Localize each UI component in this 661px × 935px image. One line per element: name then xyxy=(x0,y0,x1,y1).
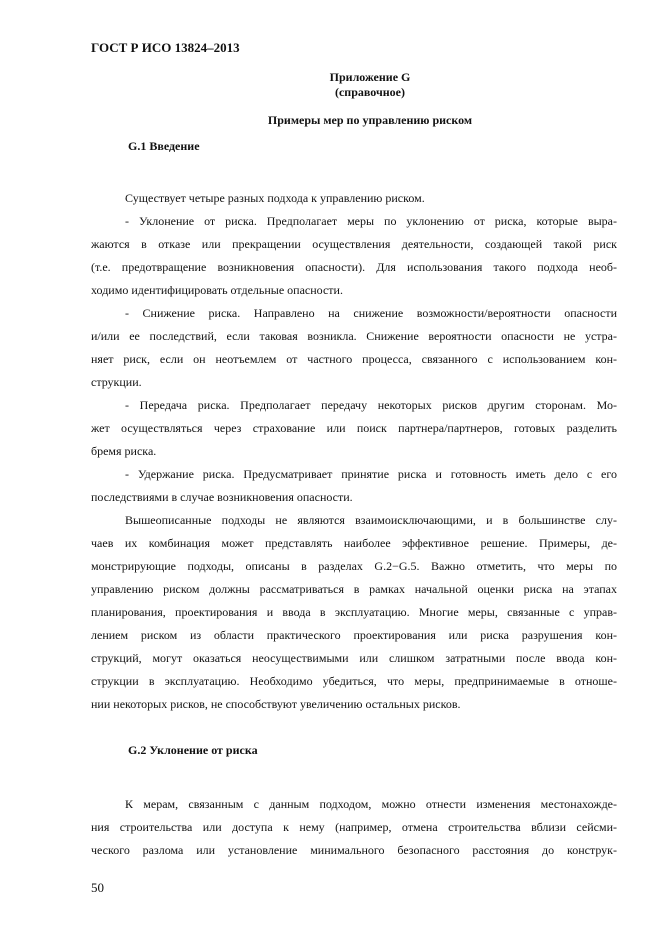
text-line: (т.е. предотвращение возникновения опасности). Для использования такого подхода необ- xyxy=(91,260,617,274)
text-line: струкций, могут оказаться неосуществимыми или слишком затратными после ввода кон- xyxy=(91,651,617,665)
text-line: управлению риском должны рассматриваться в рамках начальной оценки риска на этапах xyxy=(91,582,617,596)
text-line: ния строительства или доступа к нему (например, отмена строительства вблизи сейсми- xyxy=(91,820,617,834)
text-line: чаев их комбинация может представлять наиболее эффективное решение. Примеры, де- xyxy=(91,536,617,550)
text-line: Вышеописанные подходы не являются взаимоисключающими, и в большинстве слу- xyxy=(125,513,617,527)
section-heading-g1: G.1 Введение xyxy=(128,139,200,153)
text-line: - Снижение риска. Направлено на снижение возможности/вероятности опасности xyxy=(125,306,617,320)
appendix-subtitle: (справочное) xyxy=(334,85,405,99)
text-line: ческого разлома или установление минимального безопасного расстояния до конструк- xyxy=(91,843,617,857)
text-line: К мерам, связанным с данным подходом, можно отнести изменения местонахожде- xyxy=(125,797,617,811)
section-g1-body xyxy=(91,187,617,716)
page-number: 50 xyxy=(91,880,104,895)
text-line: струкции в эксплуатацию. Необходимо убедиться, что меры, предпринимаемые в отноше- xyxy=(91,674,617,688)
text-line: и/или ее последствий, если таковая возникла. Снижение вероятности опасности не устра- xyxy=(91,329,617,343)
text-line: лением риском из области практического проектирования или риска разрушения кон- xyxy=(91,628,617,642)
appendix-title: Приложение G xyxy=(329,70,411,84)
text-line: - Удержание риска. Предусматривает принятие риска и готовность иметь дело с его xyxy=(125,467,617,481)
text-line: Существует четыре разных подхода к управлению риском. xyxy=(125,191,425,205)
section-g2-body xyxy=(91,793,617,862)
text-line: няет риск, если он неотъемлем от частного процесса, связанного с использованием кон- xyxy=(91,352,617,366)
text-line: струкции. xyxy=(91,375,142,389)
text-line: монстрирующие подходы, описаны в разделах G.2−G.5. Важно отметить, что меры по xyxy=(91,559,617,573)
text-line: жаются в отказе или прекращении осуществления деятельности, создающей такой риск xyxy=(91,237,617,251)
text-line: - Уклонение от риска. Предполагает меры по уклонению от риска, которые выра- xyxy=(125,214,617,228)
text-line: бремя риска. xyxy=(91,444,157,458)
text-line: нии некоторых рисков, не способствуют увеличению остальных рисков. xyxy=(91,697,461,711)
text-line: - Передача риска. Предполагает передачу некоторых рисков другим сторонам. Мо- xyxy=(125,398,617,412)
section-heading-g2: G.2 Уклонение от риска xyxy=(128,743,258,757)
text-line: ходимо идентифицировать отдельные опасности. xyxy=(91,283,343,297)
appendix-heading: Примеры мер по управлению риском xyxy=(267,113,473,127)
text-line: жет осуществляться через страхование или поиск партнера/партнеров, готовых разделить xyxy=(91,421,617,435)
document-code: ГОСТ Р ИСО 13824–2013 xyxy=(91,40,240,55)
text-line: последствиями в случае возникновения опасности. xyxy=(91,490,353,504)
text-line: планирования, проектирования и ввода в эксплуатацию. Многие меры, связанные с управ- xyxy=(91,605,617,619)
